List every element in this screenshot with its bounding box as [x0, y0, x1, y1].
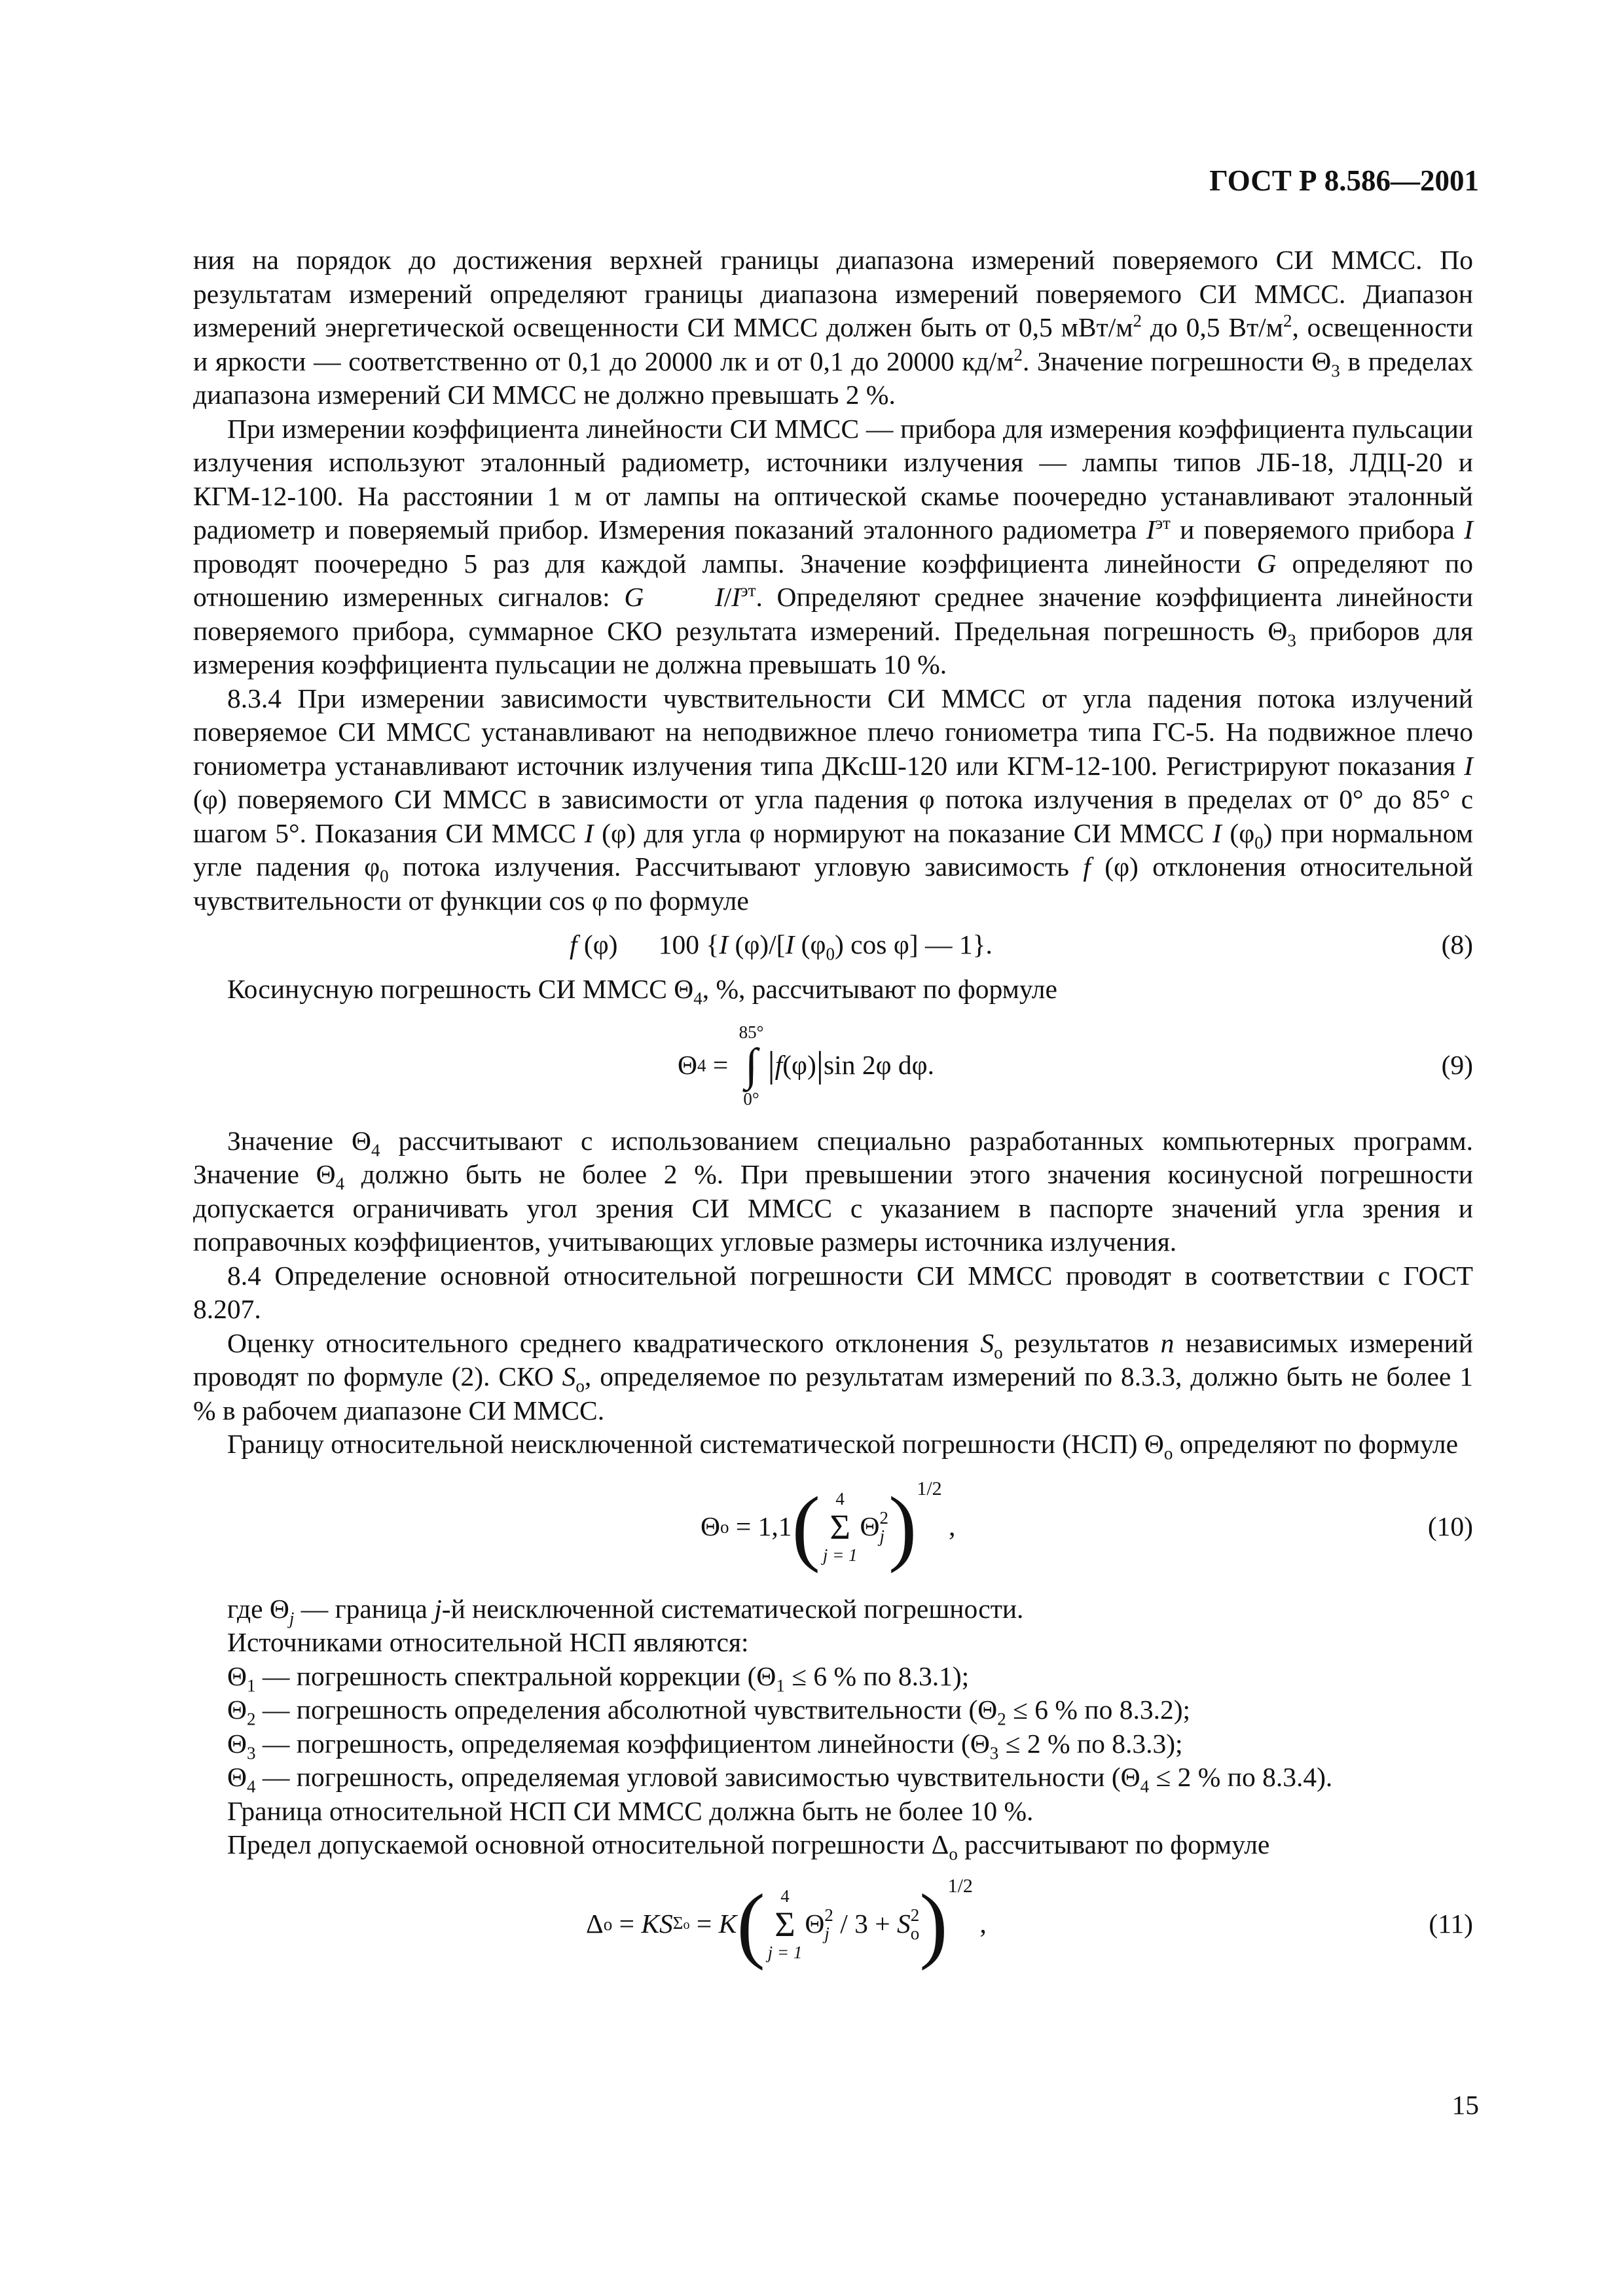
formula-10 [193, 1462, 1473, 1592]
document-header: ГОСТ Р 8.586—2001 [1209, 164, 1479, 197]
formula-number: (11) [1429, 1908, 1473, 1939]
list-item: $\Theta_1$ — погрешность спектральной коррекции ($\Theta_1 \le 6$ % по 8.3.1); [227, 1660, 970, 1695]
paragraph: 8.4 Определение основной относительной погрешности СИ ММСС проводят в соответствии с ГОСТ 8.207. [193, 1260, 1473, 1324]
formula-9 [193, 1007, 1473, 1124]
formula-8 [193, 918, 1473, 973]
formula-number: (8) [1441, 929, 1473, 960]
formula-9-expression: Θ 4 = 85° ∫ 0° | f (φ) | sin 2φ dφ. [678, 1022, 934, 1109]
paragraph: Оценку относительного среднего квадратического отклонения $S_o$ результатов n независимых измерений проводят по формуле (2). СКО $S_o$, определяемое по результатам измерений по 8.3.3, должно быть не более 1 % в рабочем диапазоне СИ ММСС. [193, 1327, 1473, 1426]
paragraph: Границу относительной неисключенной систематической погрешности (НСП) $\Theta_o$ определяют по формуле [227, 1429, 1459, 1463]
paragraph: ния на порядок до достижения верхней границы диапазона измерений поверяемого СИ ММСС. По результатам измерений определяют границы диапазона измерений поверяемого СИ ММСС. Диапазон измерений энергетической освещенности СИ ММСС должен быть от 0,5 мВт/$м^2$ до 0,5 $Вт/м^2$, освещенности и яркости — соответственно от 0,1 до 20000 лк и от 0,1 до 20000 $кд/м^2$. Значение погрешности $\Theta_3$ в пределах диапазона измерений СИ ММСС не должно превышать 2 %. [193, 245, 1473, 410]
sum-sign: 4 Σ j = 1 [767, 1886, 803, 1962]
paragraph: При измерении коэффициента линейности СИ ММСС — прибора для измерения коэффициента пульсации излучения используют эталонный радиометр, источники излучения — лампы типов ЛБ-18, ЛДЦ-20 и КГМ-12-100. На расстоянии 1 м от лампы на оптической скамье поочередно устанавливают эталонный радиометр и поверяемый прибор. Измерения показаний эталонного радиометра $I^{эт}$ и поверяемого прибора I проводят поочередно 5 раз для каждой лампы. Значение коэффициента линейности G определяют по отношению измеренных сигналов: G $I/I^{эт}$. Определяют среднее значение коэффициента линейности поверяемого прибора, суммарное СКО результата измерений. Предельная погрешность $\Theta_3$ приборов для измерения коэффициента пульсации не должна превышать 10 %. [193, 413, 1473, 679]
list-item: $\Theta_3$ — погрешность, определяемая коэффициентом линейности ($\Theta_3 \le 2$ % по 8.3.3); [227, 1728, 1183, 1763]
page-number: 15 [1451, 2090, 1479, 2120]
list-item: $\Theta_4$ — погрешность, определяемая угловой зависимостью чувствительности ($\Theta_4 \le 2$ % по 8.3.4). [227, 1762, 1333, 1797]
document-body [193, 243, 1473, 1986]
paragraph: Косинусную погрешность СИ ММСС $\Theta_4$, %, рассчитывают по формуле [227, 974, 1057, 1009]
paragraph: где $\Theta_j$ — граница j-й неисключенной систематической погрешности. [227, 1593, 1024, 1628]
sum-sign: 4 Σ j = 1 [822, 1488, 858, 1565]
formula-number: (10) [1427, 1511, 1473, 1541]
formula-10-expression: Θ o = 1,1 ( 4 Σ j = 1 Θ 2 j ) 1/2 , [701, 1477, 956, 1574]
list-item: $\Theta_2$ — погрешность определения абсолютной чувствительности ($\Theta_2 \le 6$ % по 8.3.2); [227, 1695, 1191, 1729]
integral-sign: 85° ∫ 0° [739, 1022, 764, 1109]
formula-11 [193, 1862, 1473, 1986]
paragraph: Граница относительной НСП СИ ММСС должна быть не более 10 %. [227, 1795, 1034, 1826]
formula-8-expression: f (φ) 100 {I (φ)/[I $(\varphi_0)$ cos φ] — 1}. [570, 929, 993, 964]
paragraph: Источниками относительной НСП являются: [227, 1627, 749, 1657]
formula-number: (9) [1441, 1049, 1473, 1080]
paragraph: Предел допускаемой основной относительной погрешности $\Delta_o$ рассчитывают по формуле [227, 1829, 1270, 1864]
formula-11-expression: Δ o = KS Σo = K ( 4 Σ j = 1 Θ 2 j / 3 + S 2 o ) 1/2 , [586, 1874, 987, 1971]
paragraph: Значение $\Theta_4$ рассчитывают с использованием специально разработанных компьютерных программ. Значение $\Theta_4$ должно быть не более 2 %. При превышении этого значения косинусной погрешности допускается ограничивать угол зрения СИ ММСС с указанием в паспорте значений угла зрения и поправочных коэффициентов, учитывающих угловые размеры источника излучения. [193, 1125, 1474, 1257]
paragraph: 8.3.4 При измерении зависимости чувствительности СИ ММСС от угла падения потока излучений поверяемое СИ ММСС устанавливают на неподвижное плечо гониометра типа ГС-5. На подвижное плечо гониометра устанавливают источник излучения типа ДКсШ-120 или КГМ-12-100. Регистрируют показания I (φ) поверяемого СИ ММСС в зависимости от угла падения φ потока излучения в пределах от 0° до 85° с шагом 5°. Показания СИ ММСС I (φ) для угла φ нормируют на показание СИ ММСС I $(\varphi_0)$ при нормальном угле падения $\varphi_0$ потока излучения. Рассчитывают угловую зависимость f (φ) отклонения относительной чувствительности от функции cos φ по формуле [193, 683, 1473, 916]
